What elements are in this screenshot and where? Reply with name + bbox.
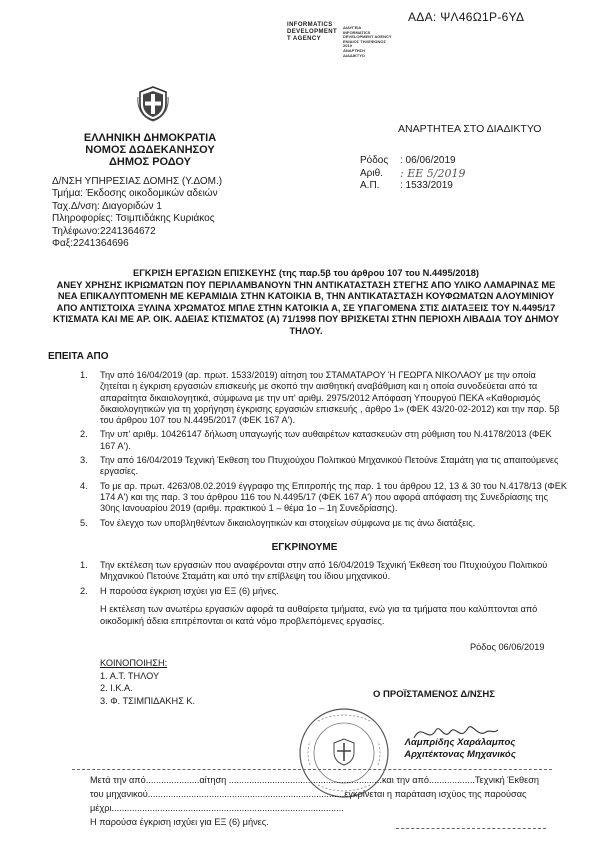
meta-key: Ρόδος <box>360 155 389 166</box>
item-text: Η παρούσα έγκριση ισχύει για ΕΞ (6) μήνες. <box>100 585 279 596</box>
extension-footer <box>90 773 590 829</box>
signatory-name-block <box>400 737 520 761</box>
list-item <box>80 455 568 478</box>
place-date: Ρόδος 06/06/2019 <box>470 642 545 652</box>
item-text: Την από 16/04/2019 (αρ. πρωτ. 1533/2019) αίτηση του ΣΤΑΜΑΤΑΡΟΥ Ή ΓΕΩΡΓΑ ΝΙΚΟΛΑΟΥ με την οποία ζητείται η έγκριση εργασιών επισκευής με σκοπό την αισθητική αναβάθμιση και η οποία συνοδεύεται από τα απαραίτητα δικαιολογητικά, σύμφωνα με την υπ' αριθμ. 2975/2012 Απόφαση Υπουργού ΠΕΚΑ «Καθορισμός δικαιολογητικών για τη χορήγηση έγκρισης εργασιών επισκευής , άρθρο 1» (ΦΕΚ 43/20-02-2012) και την παρ. 5β του άρθρου 107 του Ν.4495/2017 (ΦΕΚ 167 Α'). <box>100 370 560 426</box>
footer-line: Η παρούσα έγκριση ισχύει για ΕΞ (6) μήνες. <box>90 817 269 827</box>
stamp-fine-line: INFORMATICS <box>343 29 371 35</box>
meta-row <box>360 180 465 193</box>
item-number: 3. <box>80 455 88 466</box>
footer-line: μέχρι........................................................................................... <box>90 803 344 813</box>
stamp-fine-print <box>343 26 392 58</box>
footer-divider <box>72 769 552 770</box>
list-item <box>80 560 568 583</box>
info-line: Φαξ:2241364696 <box>52 238 129 250</box>
agency-line: ΔΗΜΟΣ ΡΟΔΟΥ <box>108 156 192 168</box>
posting-notice: ΑΝΑΡΤΗΤΕΑ ΣΤΟ ΔΙΑΔΙΚΤΥΟ <box>398 123 542 135</box>
info-line: Δ/ΝΣΗ ΥΠΗΡΕΣΙΑΣ ΔΟΜΗΣ (Υ.ΔΟΜ.) <box>52 176 223 187</box>
stamp-fine-line: ΕΝΙΑΙΟΣ ΤΗΛΕΦΩΝΟΣ <box>343 38 386 44</box>
after-list <box>80 370 568 532</box>
section-approve-heading: ΕΓΚΡΙΝΟΥΜΕ <box>271 542 338 553</box>
meta-value: : 1533/2019 <box>400 180 453 192</box>
item-number: 2. <box>80 429 88 440</box>
informatics-stamp <box>287 22 337 43</box>
list-item <box>80 518 568 529</box>
footer-line: του μηχανικού.............................................................................εγκρίνεται η παράταση ισχύος της παρούσας <box>90 789 527 799</box>
info-line: Πληροφορίες: Τσιμπιδάκης Κυριάκος <box>52 213 215 225</box>
cc-item: 1. Α.Τ. ΤΗΛΟΥ <box>100 670 160 681</box>
stamp-fine-line: DEVELOPMENT AGENCY <box>343 34 392 40</box>
cc-title: ΚΟΙΝΟΠΟΙΗΣΗ: <box>100 658 168 668</box>
section-after-heading: ΕΠΕΙΤΑ ΑΠΟ <box>48 351 109 362</box>
cc-item: 2. Ι.Κ.Α. <box>100 683 133 693</box>
cc-block <box>100 657 195 707</box>
stamp-fine-line: ΔΙΑΔΙΚΤΥΟ <box>343 52 365 58</box>
info-line: Ταχ.Δ/νση: Διαγοριδών 1 <box>52 200 162 212</box>
stamp-fine-line: ΑΝΑΡΤΗΣΗ <box>343 47 365 53</box>
item-number: 1. <box>80 560 88 570</box>
ada-code: ΑΔΑ: ΨΛ46Ω1Ρ-6ΥΔ <box>408 10 525 24</box>
stamp-fine-line: ΔΙΑΥΓΕΙΑ <box>343 25 362 30</box>
item-number: 5. <box>80 517 88 528</box>
meta-value: : 06/06/2019 <box>400 155 456 166</box>
execution-paragraph: Η εκτέλεση των ανωτέρω εργασιών αφορά τα αυθαίρετα τμήματα, ενώ για τα τμήματα που καλύπτονται από οικοδομική άδεια επιτρέπονται οι κατά νόμο προβλεπόμενες εργασίες. <box>100 604 538 626</box>
meta-key: Α.Π. <box>360 180 380 192</box>
footer-line: Μετά την από.....................αίτηση ............................................................και την από..................Τεχνική Έκθεση <box>90 775 540 785</box>
contact-info <box>52 176 222 250</box>
info-line: Τηλέφωνο:2241364672 <box>52 225 156 237</box>
title-line: ΕΓΚΡΙΣΗ ΕΡΓΑΣΙΩΝ ΕΠΙΣΚΕΥΗΣ (της παρ.5β του άρθρου 107 του Ν.4495/2018) <box>133 268 479 278</box>
item-number: 2. <box>80 585 88 596</box>
stamp-line: INFORMATICS <box>287 22 333 28</box>
item-text: Την υπ' αριθμ. 10426147 δήλωση υπαγωγής των αυθαιρέτων κατασκευών στη ρύθμιση του Ν.4178/2013 (ΦΕΚ 167 Α'). <box>100 429 552 451</box>
agency-line: ΕΛΛΗΝΙΚΗ ΔΗΜΟΚΡΑΤΙΑ <box>83 132 217 144</box>
item-text: Την εκτέλεση των εργασιών που αναφέρονται στην από 16/04/2019 Τεχνική Έκθεση του Πτυχιούχου Πολιτικού Μηχανικού Πετούνε Σταμάτη και υπό την επίβλεψη του ίδιου μηχανικού. <box>100 560 548 582</box>
meta-row <box>360 155 465 168</box>
item-number: 1. <box>80 370 88 380</box>
approve-list <box>80 560 568 600</box>
greek-emblem-icon <box>137 85 169 122</box>
signatory-name: Λαμπρίδης Χαράλαμπος <box>404 737 516 748</box>
item-text: Την από 16/04/2019 Τεχνική Έκθεση του Πτυχιούχου Πολιτικού Μηχανικού Πετούνε Σταμάτη για τις απαιτούμενες εργασίες. <box>100 455 559 477</box>
agency-line: ΝΟΜΟΣ ΔΩΔΕΚΑΝΗΣΟΥ <box>85 144 215 156</box>
stamp-fine-line: 2019 <box>343 43 352 49</box>
stamp-line: DEVELOPMENT <box>287 29 338 35</box>
meta-row <box>360 168 465 181</box>
info-line: Τμήμα: Έκδοσης οικοδομικών αδειών <box>52 188 218 200</box>
item-text: Το με αρ. πρωτ. 4263/08.02.2019 έγγραφο της Επιτροπής της παρ. 1 του άρθρου 12, 13 & 30 του Ν.4178/13 (ΦΕΚ 174 Α') και της παρ. 3 του άρθρου 116 του Ν.4495/17 (ΦΕΚ 167 Α') που αφορά απόφαση της Συνεδρίασης της 30ης Ιανουαρίου 2019 (αριθμ. πρακτικού 1 – θέμα 1ο – 1η Συνεδρίασης). <box>100 480 567 514</box>
list-item <box>80 586 568 597</box>
list-item <box>80 429 568 452</box>
cc-item: 3. Φ. ΤΣΙΜΠΙΔΑΚΗΣ Κ. <box>100 695 196 706</box>
item-number: 4. <box>80 480 88 491</box>
list-item <box>80 481 568 515</box>
agency-header <box>75 132 225 168</box>
meta-key: Αριθ. <box>360 167 383 179</box>
meta-value: : ΕΕ 5/2019 <box>400 166 466 180</box>
item-text: Τον έλεγχο των υποβληθέντων δικαιολογητικών και στοιχείων σύμφωνα με τις άνω διατάξεις. <box>100 517 476 528</box>
signatory-title: Αρχιτέκτονας Μηχανικός <box>404 749 516 760</box>
signatory-role: Ο ΠΡΟΪΣΤΑΜΕΝΟΣ Δ/ΝΣΗΣ <box>373 689 495 700</box>
stamp-line: T AGENCY <box>287 36 321 42</box>
document-meta <box>360 155 465 193</box>
document-title <box>48 268 564 337</box>
title-body: ΑΝΕΥ ΧΡΗΣΗΣ ΙΚΡΙΩΜΑΤΩΝ ΠΟΥ ΠΕΡΙΛΑΜΒΑΝΟΥΝ ΤΗΝ ΑΝΤΙΚΑΤΑΣΤΑΣΗ ΣΤΕΓΗΣ ΑΠΟ ΥΛΙΚΟ ΛΑΜΑΡΙΝΑΣ ΜΕ ΝΕΑ ΕΠΙΚΑΛΥΠΤΟΜΕΝΗ ΜΕ ΚΕΡΑΜΙΔΙΑ ΣΤΗΝ ΚΑΤΟΙΚΙΑ Β, ΤΗΝ ΑΝΤΙΚΑΤΑΣΤΑΣΗ ΚΟΥΦΩΜΑΤΩΝ ΑΛΟΥΜΙΝΙΟΥ ΑΠΟ ΑΝΤΙΣΤΟΙΧΑ ΞΥΛΙΝΑ ΧΡΩΜΑΤΟΣ ΜΠΛΕ ΣΤΗΝ ΚΑΤΟΙΚΙΑ Α, ΣΕ ΥΠΑΓΟΜΕΝΑ ΣΤΙΣ ΔΙΑΤΑΞΕΙΣ ΤΟΥ Ν.4495/17 ΚΤΙΣΜΑΤΑ ΚΑΙ ΜΕ ΑΡ. ΟΙΚ. ΑΔΕΙΑΣ ΚΤΙΣΜΑΤΟΣ (Α) 71/1998 ΠΟΥ ΒΡΙΣΚΕΤΑΙ ΣΤΗΝ ΠΕΡΙΟΧΗ ΛΙΒΑΔΙΑ ΤΟΥ ΔΗΜΟΥ ΤΗΛΟΥ. <box>52 279 560 336</box>
list-item <box>80 370 568 426</box>
